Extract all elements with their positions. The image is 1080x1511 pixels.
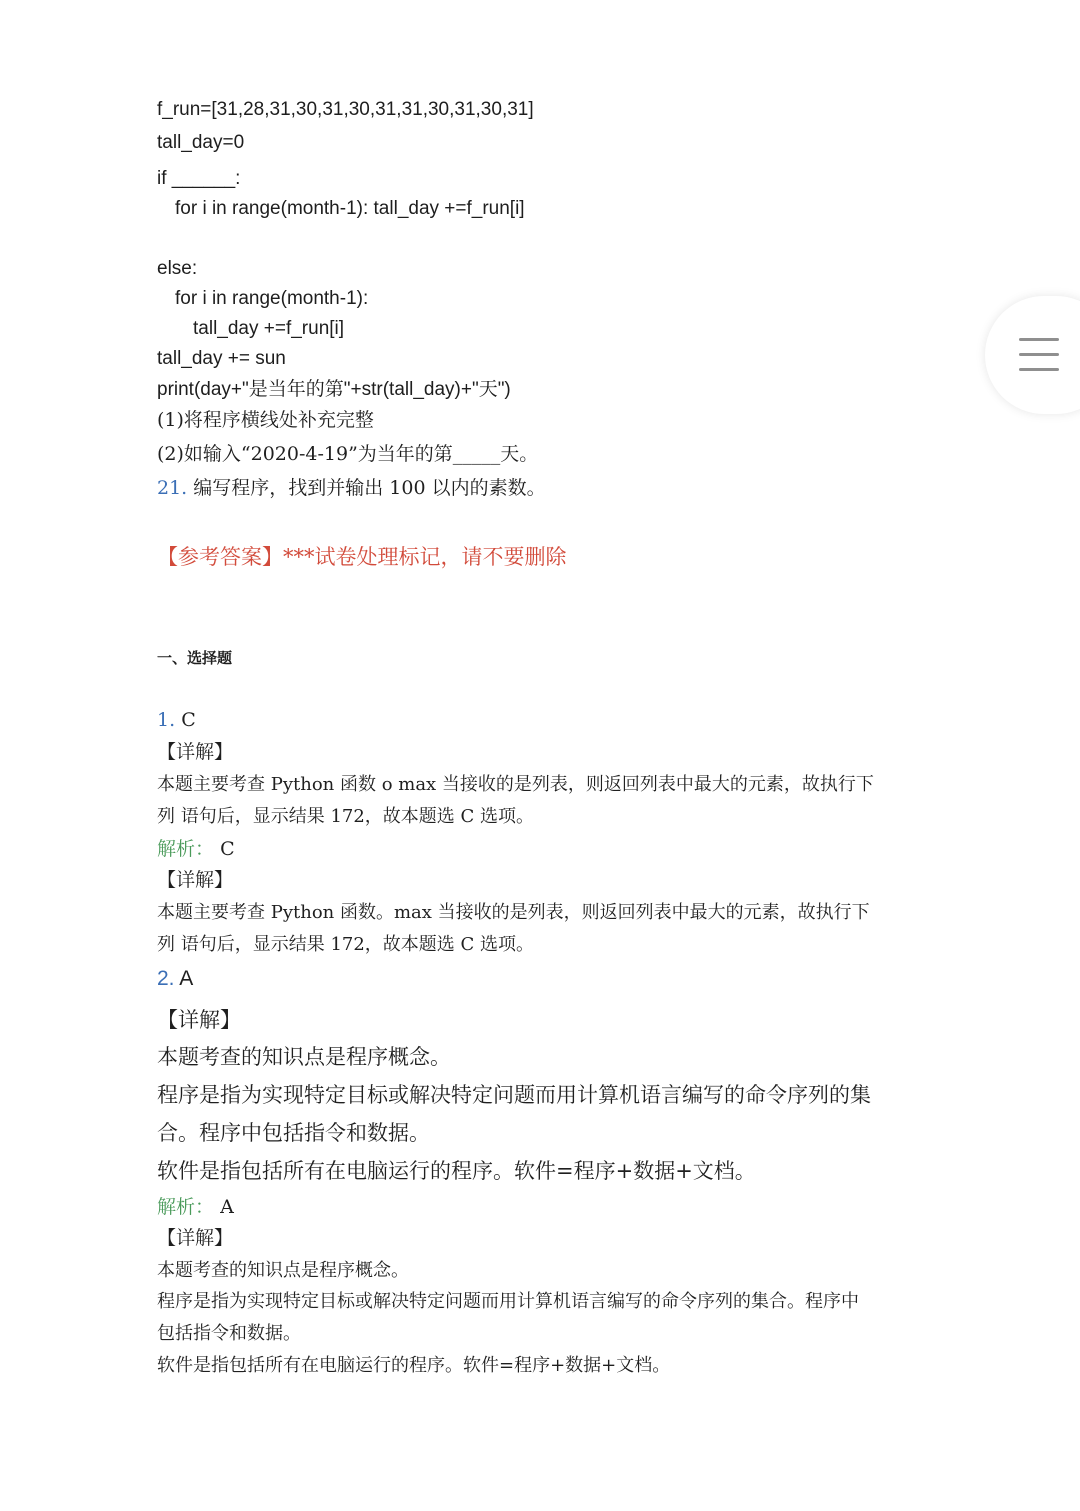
answer-2-number: 2. [157,967,175,990]
answer-1-detail-label-2: 【详解】 [157,869,234,891]
code-line-4: for i in range(month-1): tall_day +=f_run[i] [175,198,525,219]
answer-2-text-4: 软件是指包括所有在电脑运行的程序。软件=程序+数据+文档。 [157,1159,756,1183]
code-line-5: else: [157,258,198,279]
question-21-text: 编写程序，找到并输出 100 以内的素数。 [193,477,546,499]
answer-2-text-3: 合。程序中包括指令和数据。 [157,1121,430,1145]
answer-2-sub-2: 程序是指为实现特定目标或解决特定问题而用计算机语言编写的命令序列的集合。程序中 [157,1291,859,1312]
answer-2-text-1: 本题考查的知识点是程序概念。 [157,1045,451,1069]
answer-1-text-2b: 列 语句后，显示结果 172，故本题选 C 选项。 [157,934,535,955]
answer-2-analysis-label: 解析： [157,1196,215,1218]
answer-1-analysis-label: 解析： [157,838,215,860]
answer-header: 【参考答案】***试卷处理标记，请不要删除 [157,545,567,569]
question-1: (1)将程序横线处补充完整 [157,409,374,431]
question-21-number: 21. [157,477,188,499]
question-21 [157,477,546,500]
answer-1-detail-label: 【详解】 [157,741,234,763]
code-line-2: tall_day=0 [157,132,245,153]
code-line-7: tall_day +=f_run[i] [193,318,345,339]
answer-2-sub-3: 包括指令和数据。 [157,1323,301,1344]
answer-2-detail-label-2: 【详解】 [157,1227,234,1249]
code-line-9: print(day+"是当年的第"+str(tall_day)+"天") [157,379,511,400]
code-line-1: f_run=[31,28,31,30,31,30,31,31,30,31,30,31] [157,99,534,120]
answer-2-analysis [157,1196,234,1219]
code-line-6: for i in range(month-1): [175,288,369,309]
code-line-8: tall_day += sun [157,348,286,369]
answer-2-text-2: 程序是指为实现特定目标或解决特定问题而用计算机语言编写的命令序列的集 [157,1083,871,1107]
menu-button[interactable] [985,296,1080,414]
answer-2-analysis-letter: A [220,1196,234,1218]
answer-2-heading [157,966,193,991]
answer-1-text-1b: 列 语句后，显示结果 172，故本题选 C 选项。 [157,806,535,827]
question-2: (2)如输入“2020-4-19”为当年的第_____天。 [157,443,539,465]
answer-2-detail-label: 【详解】 [157,1008,241,1032]
answer-2-sub-1: 本题考查的知识点是程序概念。 [157,1260,409,1281]
answer-1-analysis [157,838,235,861]
section-title: 一、选择题 [157,649,233,667]
answer-2-letter: A [179,967,194,990]
answer-1-letter: C [181,709,196,731]
code-line-3: if ______: [157,168,241,189]
answer-1-text-2a: 本题主要考查 Python 函数。max 当接收的是列表，则返回列表中最大的元素，故执行下 [157,902,870,923]
answer-1-number: 1. [157,709,176,731]
answer-2-sub-4: 软件是指包括所有在电脑运行的程序。软件=程序+数据+文档。 [157,1355,671,1376]
answer-1-heading [157,709,196,732]
answer-1-text-1a: 本题主要考查 Python 函数 o max 当接收的是列表，则返回列表中最大的元素，故执行下 [157,774,874,795]
answer-1-analysis-letter: C [220,838,235,860]
